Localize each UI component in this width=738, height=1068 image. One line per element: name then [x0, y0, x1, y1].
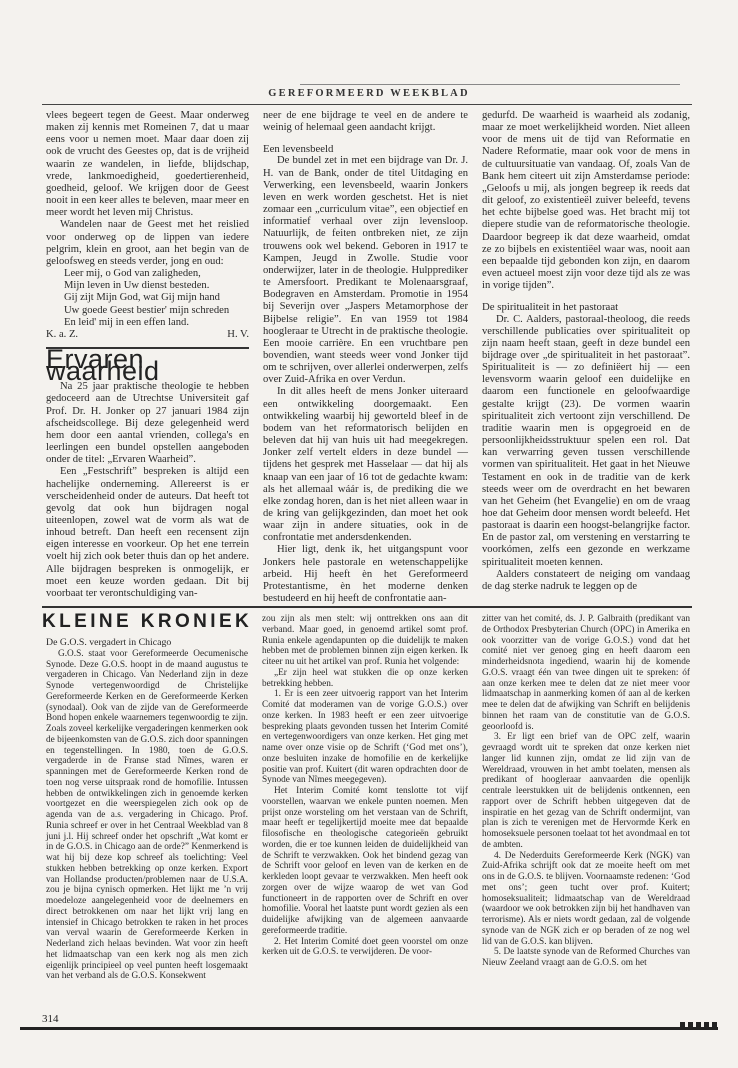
section-heading: De spiritualiteit in het pastoraat — [482, 301, 619, 314]
paragraph: vlees begeert tegen de Geest. Maar onderweg maken zij kennis met Romeinen 7, dat u maar eens voor u nemen moet. Maar daar doen zij ook de vrucht des Geestes op, dat is de vrijheid waarin ze wandelen, in liefde, blijdschap, vrede, lankmoedigheid, goedertierenheid, goedheid, geloof. We krijgen door de Geest nooit in een keer alles te beleven, maar meer en meer wordt het leven mij Christus. — [46, 110, 249, 219]
article-title: Ervaren waarheid — [46, 343, 160, 387]
paragraph: De bundel zet in met een bijdrage van Dr. J. H. van de Bank, onder de titel Uitdaging en Verwerking, een levensbeeld, waarin Jonkers leven en werk worden geschetst. Het is niet zomaar een „curriculum vitae”, een objectief en informatief verhaal over zijn levensloop. Natuurlijk, de feiten ontbreken niet, ze zijn trouwens ook wel bekend. Geboren in 1917 te Kampen, Jeugd in Zwolle. Studie voor onderwijzer, later in de theologie. Hulpprediker te Amersfoort. Predikant te Molenaarsgraaf, Bodegraven en Amsterdam. Promotie in 1954 bij Severijn over „Jaspers Metamorphose der Bijbelse religie”. En van 1959 tot 1984 hoogleraar te Utrecht in de praktische theologie. Een mooie carrière. En een vruchtbare pen bovendien, want steeds weer vond Jonker tijd om te schrijven, over allerlei onderwerpen, zelfs over Zuid-Afrika en over Verdun. — [263, 155, 468, 386]
running-header: GEREFORMEERD WEEKBLAD — [268, 88, 470, 99]
kroniek-top-rule — [42, 606, 692, 608]
poem-line: Uw goede Geest bestier' mijn schreden — [64, 304, 230, 316]
paragraph: 2. Het Interim Comité doet geen voorstel om onze kerken uit de G.O.S. te verwijderen. De voor- — [262, 936, 468, 958]
paragraph: G.O.S. staat voor Gereformeerde Oecumenische Synode. Deze G.O.S. hoopt in de maand augustus te vergaderen in Chicago. Van Nederland zijn in deze Synode vertegenwoordigd de Christelijke Gereformeerde Kerken en de Gereformeerde Kerken (synodaal). Ook van de zijde van de Gereformeerde Bond hopen enkele waarnemers tegenwoordig te zijn. Zoals zoveel kerkelijke vergaderingen kenmerken ook de bijeenkomsten van de G.O.S. zich door spanningen en tegenstellingen. In 1980, toen de G.O.S. vergaderde in de Franse stad Nîmes, waren er spanningen met de Gereformeerde Kerken rond de toen nog verse uitspraak rond de homofilie. Intussen hebben de ontwikkelingen zich in genoemde kerken voortgezet en die weerspiegelen zich ook op de agenda van de a.s. vergadering in Chicago. Prof. Runia schreef er over in het Centraal Weekblad van 8 juni j.l. Hij schreef onder het opschrift „Wat komt er in de G.O.S. in Chicago aan de orde?” Kenmerkend is wat hij bij deze kop schreef als toelichting: Veel stukken hebben betrekking op onze kerken. Export van Hollandse producten/problemen naar de U.S.A. zou je bijna cynisch opmerken. Het lijkt me ’n vrij moedeloze aangelegenheid voor de deelnemers en direct betrokkenen om naar het lijkt vrij lang en intensief in Chicago betrokken te raken in het proces van verval waarin de Gereformeerde Kerken in Nederland zich helaas bevinden. Wat voor zin heeft het lidmaatschap van een kerk nog als men zich eigenlijk principieel op veel punten heeft losgemaakt van het verband als de G.O.S. Konsekwent — [46, 648, 248, 982]
paragraph: neer de ene bijdrage te veel en de andere te weinig of helemaal geen aandacht krijgt. — [263, 110, 468, 134]
page-number: 314 — [42, 1013, 59, 1025]
kroniek-column-2 — [262, 614, 468, 958]
column-2 — [263, 110, 468, 605]
paragraph: In dit alles heeft de mens Jonker uiteraard een ontwikkeling doorgemaakt. Een ontwikkeling waarbij hij geworteld bleef in de bodem van het reformatorisch belijden en beleven dat hij van huis uit had meegekregen. Jonker zelf vertelt elders in deze bundel — tijdens het gesprek met Hasselaar — dat hij als knaap van een jaar of 16 tot de gedachte kwam: als het allemaal wáár is, de prediking die we elke zondag horen, dan is het niet alleen waar in de kring van gelijkgezinden, dan moet het ook waar zijn in andere situaties, ook in de confrontatie met andersdenkenden. — [263, 386, 468, 544]
paragraph: Aalders constateert de neiging om vandaag de dag sterke nadruk te leggen op de — [482, 568, 690, 592]
poem — [46, 268, 249, 329]
paragraph: zitter van het comité, ds. J. P. Galbraith (predikant van de Orthodox Presbyterian Church (OPC) in Amerika en ook voorzitter van de vorige G.O.S.) vond dat het comité niet ver genoeg ging en heeft daarom een minderheidsnota ingediend, waarin hij de komende G.O.S. vraagt één van twee dingen uit te spreken: óf aan onze kerken mee te delen dat ze niet meer voor lidmaatschap in aanmerking komen óf aan al de kerken mee te delen dat de afwijking van Schrift en belijdenis binnen het raam van de constitutie van de G.O.S. geoorloofd is. — [482, 614, 690, 732]
poem-line: Gij zijt Mijn God, wat Gij mijn hand — [64, 292, 220, 304]
signature-left: K. a. Z. — [46, 328, 79, 340]
paragraph: Hier ligt, denk ik, het uitgangspunt voor Jonkers hele pastorale en wetenschappelijke arbeid. Hij heeft èn het Gereformeerd Protestantisme, èn het moderne denken bestudeerd en hij heeft de confrontatie aan- — [263, 544, 468, 605]
footer-bar — [20, 1027, 718, 1030]
paragraph: „Er zijn heel wat stukken die op onze kerken betrekking hebben. — [262, 667, 468, 689]
paragraph: Een „Festschrift” bespreken is altijd een hachelijke onderneming. Allereerst is er verscheidenheid onder de auteurs. Dat heeft tot gevolg dat ook hun bijdragen nogal uiteenlopen, zowel wat de vorm als wat de inhoud betreft. Dan heeft een recensent zijn eigen interesse en voorkeur. Op het ene terrein voelt hij zich ook beter thuis dan op het andere. Alle bijdragen bespreken is onmogelijk, er moet een keuze worden gedaan. Dit bij voorbaat ter verontschuldiging van- — [46, 466, 249, 599]
header-rule — [42, 104, 692, 105]
paragraph: zou zijn als men stelt: wij onttrekken ons aan dit verband. Maar goed, in genoemd artikel somt prof. Runia enkele agendapunten op die duidelijk te maken hebben met de problemen binnen zijn eigen kerken. Ik citeer nu uit het artikel van prof. Runia het volgende: — [262, 614, 468, 667]
column-1 — [46, 110, 249, 600]
poem-line: Mijn leven in Uw dienst besteden. — [64, 280, 210, 292]
paragraph: 4. De Nederduits Gereformeerde Kerk (NGK) van Zuid-Afrika schrijft ook dat ze moeite heeft om met ons in de G.O.S. te blijven. Voornaamste redenen: ‘God met ons’; geen tucht over prof. Kuitert; homoseksualiteit; lidmaatschap van de Wereldraad (waardoor we ook betrokken zijn bij het handhaven van terrorisme). Als er niets wordt gedaan, zal de volgende synode van de NGK zich er op beraden of ze nog wel lid van de G.O.S. kan blijven. — [482, 850, 690, 947]
kroniek-column-3 — [482, 614, 690, 969]
paragraph: Het Interim Comité komt tenslotte tot vijf voorstellen, waarvan we enkele punten noemen. Men prijst onze worsteling om het verstaan van de Schrift, maar heeft er tegelijkertijd moeite mee dat bepaalde filosofische en theologische categorieën gebruikt worden, die er toe kunnen leiden de duidelijkheid van de Schrift te verzwakken. Ook het bindend gezag van de Schrift voor geloof en leven van de kerken en de kerkleden loopt gevaar te verzwakken. Men heeft ook zorgen over de wijze waarop de wet van God functioneert in de rapporten over de Schrift en over homofilie. Vooral het laatste punt wordt gezien als een duidelijke afwijking van de algemeen aanvaarde gereformeerde traditie. — [262, 786, 468, 936]
paragraph: Wandelen naar de Geest met het reislied voor onderweg op de lippen van iedere pelgrim, klein en groot, aan het begin van de geloofsweg en steeds verder, jong en oud: — [46, 219, 249, 267]
signature — [46, 329, 249, 341]
column-3 — [482, 110, 690, 593]
footer-bar-dashes — [680, 1022, 720, 1028]
paragraph: 3. Er ligt een brief van de OPC zelf, waarin gevraagd wordt uit te spreken dat onze kerken niet langer lid kunnen zijn, omdat ze lid zijn van de Wereldraad, vrouwen in het ambt toelaten, mensen als predikant of hoogleraar aanvaarden die openlijk centrale leerstukken uit de belijdenis ontkennen, een rapport over de Schrift hebben uitgegeven dat de inspiratie en het gezag van de Schrift ondermijnt, van plan is zich te verenigen met de Hervormde Kerk en homoseksuele personen toelaat tot het avondmaal en tot de ambten. — [482, 732, 690, 850]
top-rule — [300, 84, 680, 85]
paragraph: gedurfd. De waarheid is waarheid als zodanig, maar ze moet werkelijkheid worden. Niet alleen voor de mens uit de tijd van Reformatie en Nadere Reformatie, maar ook voor de mens in de cultuursituatie van vandaag. Of, zoals Van de Bank hem citeert uit zijn Amsterdamse periode: „Geloofs u mij, als jongen begreep ik reeds dat dit geloof, zo existentieël zuiver beleefd, tevens het echte bijbelse goed was. Het bracht mij tot diepere studie van de reformatorische theologie. Daardoor begreep ik dat deze waarheid, omdat ze zo bijbels en existentiëel waar was, nooit aan een bepaalde tijd gebonden kon zijn, en daarom even actueel moest zijn voor deze tijd als ze was in vorige tijden”. — [482, 110, 690, 292]
paragraph: Na 25 jaar praktische theologie te hebben gedoceerd aan de Utrechtse Universiteit gaf Prof. Dr. H. Jonker op 27 januari 1984 zijn afscheidscollege. Bij deze gelegenheid werd hem door een aantal vrienden, collega's en leerlingen een bundel opstellen aangeboden onder de titel: „Ervaren Waarheid”. — [46, 381, 249, 466]
paragraph: 1. Er is een zeer uitvoerig rapport van het Interim Comité dat moderamen van de vorige G.O.S.) over onze kerken. In 1983 heeft er een zeer uitvoerige bespreking plaats gevonden tussen het Interim Comité en vertegenwoordigers van onze kerken. Het ging met name over onze visie op de Schrift (‘God met ons’), onze besluiten inzake de homofilie en de kerkelijke positie van prof. Kuitert (dit waren opdrachten door de Synode van Nîmes meegegeven). — [262, 689, 468, 786]
section-heading: De G.O.S. vergadert in Chicago — [46, 637, 172, 648]
kroniek-title: KLEINE KRONIEK — [42, 611, 253, 632]
paragraph: 5. De laatste synode van de Reformed Churches van Nieuw Zeeland vraagt aan de G.O.S. om het — [482, 947, 690, 968]
poem-line: En leid' mij in een effen land. — [64, 316, 189, 328]
signature-right: H. V. — [227, 328, 249, 340]
section-heading: Een levensbeeld — [263, 143, 334, 156]
paragraph: Dr. C. Aalders, pastoraal-theoloog, die reeds verschillende publicaties over spiritualiteit op zijn naam heeft staan, geeft in deze bundel een bijdrage over „de spiritualiteit in het pastoraat”. Spiritualiteit is — zo definiëert hij — een levensvorm waarin geloof een duidelijke en daarom een functionele en geloofwaardige gestalte krijgt (23). De vormen waarin spiritualiteit zich vertoont zijn verschillend. De traditie waarin men is opgegroeid en de persoonlijkheidsstruktuur spelen een rol. Dat kan verwarring geven tussen verschillende vormen van spiritualiteit. Het gaat in het Nieuwe Testament en ook in de traditie van de kerk steeds weer om de overdracht en het bewaren van het Geheim (het Evangelie) en om de vraag hoe dat Geheim door mensen wordt beleefd. Het pastoraat is daarin een hoogst-belangrijke factor. En de pastor zal, om verstening en verstarring te voorkómen, zelfs een gezonde en werkzame spiritualiteit moeten kennen. — [482, 313, 690, 568]
kroniek-column-1 — [46, 638, 248, 982]
poem-line: Leer mij, o God van zaligheden, — [64, 268, 201, 280]
